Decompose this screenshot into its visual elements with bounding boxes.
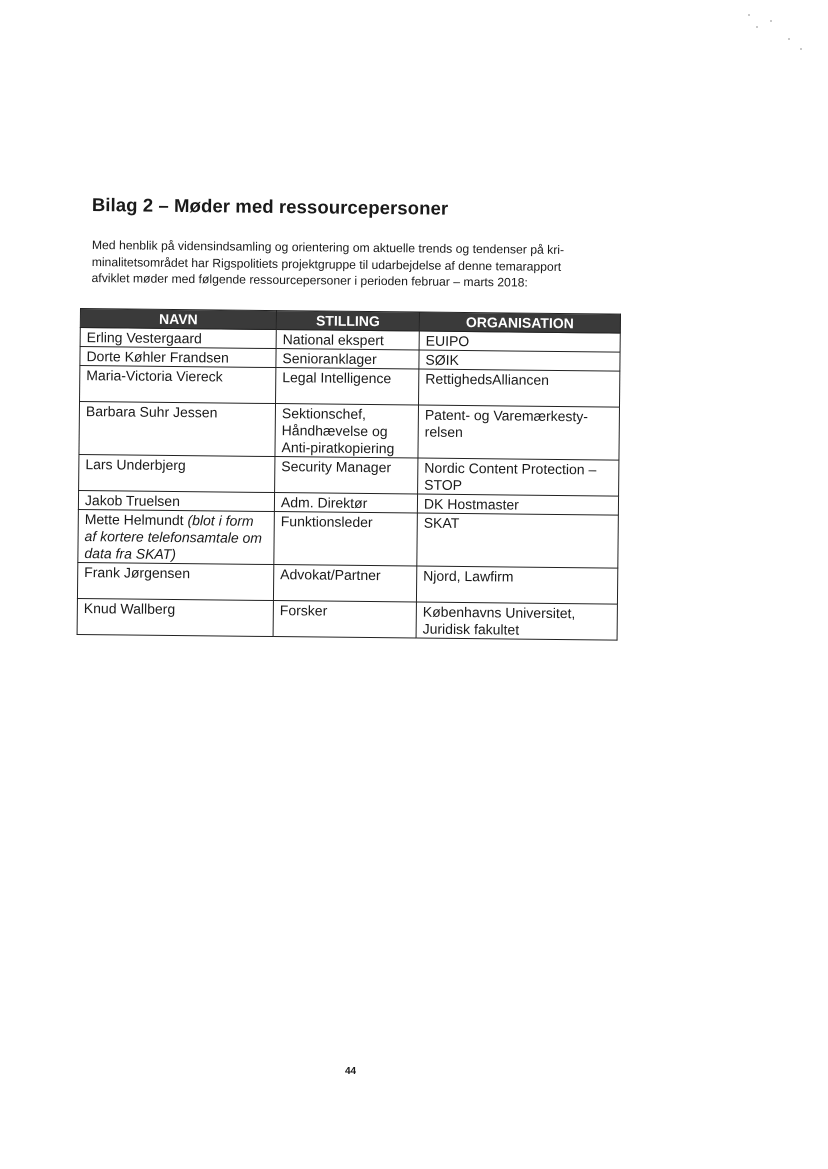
person-note: (blot i form af kortere telefonsamtale om data fra SKAT) <box>84 512 263 563</box>
person-name: Barbara Suhr Jessen <box>85 403 218 421</box>
cell-organisation <box>419 369 620 407</box>
position-line: Adm. Direktør <box>280 494 368 512</box>
cell-name <box>77 562 273 600</box>
intro-line: Med henblik på vidensindsamling og orientering om aktuelle trends og tendenser på kri- <box>91 237 565 257</box>
cell-position <box>274 493 417 513</box>
column-header-name: NAVN <box>80 309 276 330</box>
table-row <box>78 509 619 568</box>
scan-speck <box>800 48 802 50</box>
intro-line: minalitetsområdet har Rigspolitiets projektgruppe til udarbejdelse af denne temarapport <box>91 254 562 274</box>
person-name: Frank Jørgensen <box>84 564 191 582</box>
cell-organisation <box>418 458 619 496</box>
cell-name <box>80 328 276 349</box>
organisation-line: SKAT <box>423 514 460 531</box>
table-row <box>79 402 620 461</box>
person-name: Lars Underbjerg <box>85 456 186 474</box>
person-name: Jakob Truelsen <box>84 492 181 510</box>
person-name: Erling Vestergaard <box>86 329 202 347</box>
person-name: Mette Helmundt <box>84 511 184 529</box>
position-line: Håndhævelse og <box>281 422 388 440</box>
person-name: Knud Wallberg <box>83 600 176 618</box>
scan-speck <box>770 20 772 22</box>
cell-position <box>275 404 419 458</box>
position-line: Legal Intelligence <box>282 369 392 387</box>
cell-position <box>275 457 418 494</box>
cell-name <box>78 509 275 564</box>
cell-organisation <box>418 405 620 460</box>
cell-name <box>77 598 273 636</box>
organisation-line: Patent- og Varemærkesty- <box>424 406 589 425</box>
cell-name <box>79 402 276 457</box>
organisation-line: relsen <box>424 423 463 441</box>
organisation-line: RettighedsAlliancen <box>425 370 550 388</box>
cell-organisation <box>419 350 620 371</box>
cell-organisation <box>419 331 620 352</box>
organisation-line: Juridisk fakultet <box>422 620 520 638</box>
cell-position <box>276 330 419 350</box>
intro-paragraph <box>91 237 631 292</box>
scan-speck <box>748 14 750 16</box>
organisation-line: DK Hostmaster <box>423 495 519 513</box>
column-header-organisation: ORGANISATION <box>419 312 620 333</box>
organisation-line: Nordic Content Protection – <box>424 459 597 478</box>
person-name: Dorte Køhler Frandsen <box>86 348 229 366</box>
cell-position <box>276 349 419 369</box>
cell-organisation <box>416 602 617 640</box>
cell-position <box>276 368 419 405</box>
position-line: Senioranklager <box>282 350 377 368</box>
position-line: Forsker <box>279 602 328 619</box>
cell-position <box>274 512 418 566</box>
cell-organisation <box>417 513 619 568</box>
cell-organisation <box>416 566 617 604</box>
person-name: Maria-Victoria Viereck <box>86 367 223 385</box>
page-title: Bilag 2 – Møder med ressourcepersoner <box>91 194 449 219</box>
organisation-line: SØIK <box>425 351 460 368</box>
scan-speck <box>788 38 790 40</box>
position-line: National ekspert <box>282 331 384 349</box>
cell-organisation <box>417 494 618 515</box>
organisation-line: Njord, Lawfirm <box>423 567 514 585</box>
table-row <box>79 454 619 496</box>
cell-name <box>78 490 274 511</box>
intro-line: afviklet møder med følgende ressourcepersoner i perioden februar – marts 2018: <box>91 270 528 290</box>
cell-position <box>273 565 416 602</box>
position-line: Advokat/Partner <box>280 566 381 584</box>
resource-persons-table <box>77 308 621 641</box>
table-row <box>80 366 620 408</box>
table-row <box>77 598 617 640</box>
organisation-line: Københavns Universitet, <box>422 603 576 622</box>
position-line: Anti-piratkopiering <box>281 439 395 457</box>
organisation-line: EUIPO <box>425 332 470 350</box>
cell-name <box>79 454 275 492</box>
position-line: Sektionschef, <box>281 405 367 422</box>
position-line: Security Manager <box>281 458 392 476</box>
cell-name <box>80 347 276 368</box>
position-line: Funktionsleder <box>280 513 373 531</box>
cell-position <box>273 601 416 638</box>
column-header-position: STILLING <box>276 311 419 331</box>
organisation-line: STOP <box>424 476 463 494</box>
page-number: 44 <box>345 1066 357 1077</box>
table-row <box>77 562 617 604</box>
cell-name <box>80 366 276 404</box>
scan-speck <box>756 26 758 28</box>
